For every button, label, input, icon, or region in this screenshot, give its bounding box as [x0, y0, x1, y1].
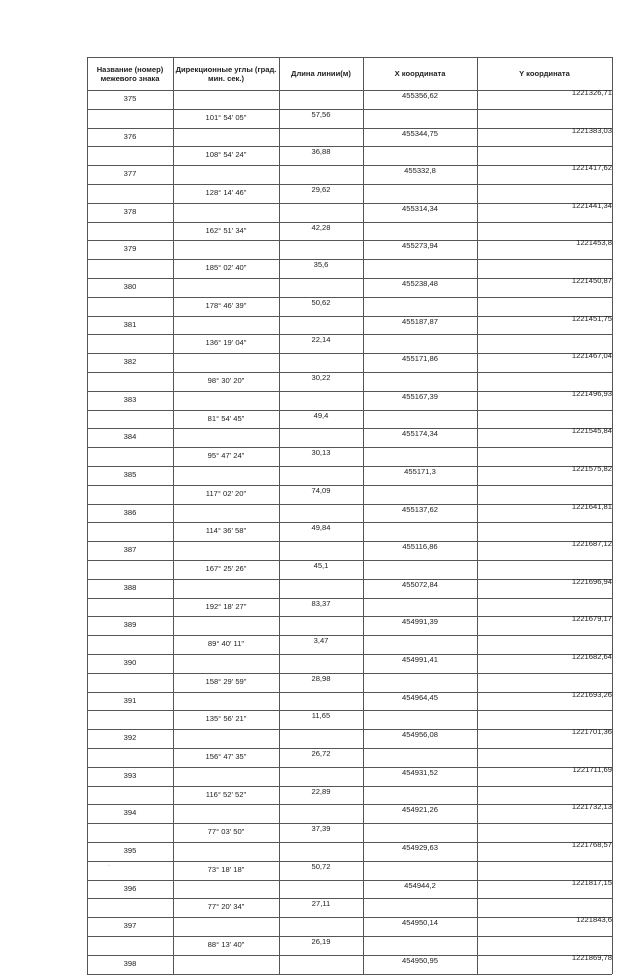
directional-angle: 128° 14' 46"	[205, 188, 247, 197]
header-y-coordinate: Y координата	[519, 69, 570, 78]
point-name: 396	[123, 883, 137, 893]
x-coordinate: 455174,34	[402, 429, 438, 439]
directional-angle: 135° 56' 21"	[205, 714, 247, 724]
line-length: 49,84	[311, 523, 331, 533]
x-coordinate: 454950,14	[402, 918, 438, 928]
header-line-length: Длина линии(м)	[291, 69, 351, 78]
line-length: 45,1	[313, 561, 329, 570]
y-coordinate: 1221682,64	[571, 652, 612, 661]
x-coordinate: 455137,62	[402, 504, 438, 514]
directional-angle: 192° 18' 27"	[205, 601, 247, 611]
point-name: 377	[123, 169, 137, 179]
line-length: 42,28	[311, 222, 331, 232]
directional-angle: 162° 51' 34"	[205, 225, 247, 235]
point-name: 376	[123, 131, 137, 141]
directional-angle: 89° 40' 11"	[207, 639, 245, 649]
y-coordinate: 1221696,94	[571, 576, 612, 586]
y-coordinate: 1221843,6	[576, 915, 612, 925]
point-name: 395	[123, 846, 137, 855]
y-coordinate: 1221711,69	[572, 764, 612, 774]
x-coordinate: 455356,62	[402, 91, 438, 100]
table-top-border	[87, 57, 612, 58]
line-length: 57,56	[311, 109, 331, 119]
directional-angle: 101° 54' 05"	[205, 112, 247, 122]
point-name: 391	[123, 695, 137, 705]
point-name: 398	[123, 958, 137, 968]
point-name: 389	[123, 620, 137, 630]
x-coordinate: 455238,48	[402, 279, 438, 288]
x-coordinate: 454921,26	[402, 805, 438, 815]
point-name: 383	[123, 394, 137, 404]
line-length: 50,62	[311, 297, 331, 307]
header-directional-angle: Дирекционные углы (град. мин. сек.)	[175, 64, 277, 83]
point-name: 387	[123, 545, 137, 555]
y-coordinate: 1221496,93	[571, 388, 612, 398]
point-name: 382	[123, 357, 137, 367]
directional-angle: 77° 20' 34"	[207, 902, 245, 912]
y-coordinate: 1221441,34	[571, 200, 612, 210]
x-coordinate: 454956,08	[402, 730, 438, 740]
point-name: 388	[123, 582, 137, 592]
y-coordinate: 1221817,15	[571, 877, 612, 887]
line-length: 37,39	[311, 824, 331, 834]
point-name: 390	[123, 658, 137, 667]
x-coordinate: 455167,39	[402, 391, 438, 401]
x-coordinate: 455314,34	[402, 203, 438, 213]
y-coordinate: 1221326,71	[571, 88, 612, 97]
line-length: 49,4	[313, 410, 329, 420]
point-name: 380	[123, 282, 137, 291]
x-coordinate: 454964,45	[402, 692, 438, 702]
line-length: 26,72	[311, 749, 331, 758]
boundary-points-table	[87, 57, 612, 968]
directional-angle: 108° 54' 24"	[205, 150, 247, 160]
directional-angle: 178° 46' 39"	[205, 300, 247, 310]
line-length: 30,13	[311, 448, 331, 458]
table-column-border	[612, 57, 613, 974]
y-coordinate: 1221575,82	[571, 464, 612, 473]
directional-angle: 98° 30' 20"	[207, 376, 245, 385]
y-coordinate: 1221679,17	[571, 614, 612, 624]
y-coordinate: 1221732,13	[571, 802, 612, 812]
directional-angle: 114° 36' 58"	[205, 526, 247, 536]
y-coordinate: 1221467,04	[571, 351, 612, 361]
directional-angle: 88° 13' 40"	[207, 940, 245, 949]
point-name: 394	[123, 808, 137, 818]
header-x-coordinate: X координата	[394, 69, 446, 78]
y-coordinate: 1221453,8	[576, 238, 612, 248]
y-coordinate: 1221687,12	[571, 539, 612, 549]
y-coordinate: 1221693,26	[571, 689, 612, 699]
x-coordinate: 455072,84	[402, 579, 438, 589]
directional-angle: 156° 47' 35"	[205, 752, 247, 761]
x-coordinate: 454991,41	[402, 655, 438, 664]
directional-angle: 116° 52' 52"	[205, 789, 247, 799]
line-length: 22,89	[311, 786, 331, 796]
y-coordinate: 1221383,03	[571, 125, 612, 135]
x-coordinate: 455344,75	[402, 128, 438, 138]
point-name: 385	[123, 470, 137, 479]
x-coordinate: 454950,95	[402, 955, 438, 965]
directional-angle: 77° 03' 50"	[207, 827, 245, 837]
directional-angle: 117° 02' 20"	[205, 488, 247, 498]
line-length: 30,22	[311, 373, 331, 382]
line-length: 74,09	[311, 485, 331, 495]
directional-angle: 81° 54' 45"	[207, 413, 245, 423]
line-length: 22,14	[311, 335, 331, 345]
point-name: 381	[123, 319, 137, 329]
line-length: 3,47	[313, 636, 329, 646]
point-name: 393	[123, 770, 137, 780]
page-mark: .	[108, 862, 110, 868]
line-length: 11,65	[311, 711, 331, 721]
directional-angle: 158° 29' 59"	[205, 676, 247, 686]
directional-angle: 95° 47' 24"	[207, 451, 245, 461]
point-name: 397	[123, 921, 137, 931]
line-length: 29,62	[311, 185, 331, 194]
y-coordinate: 1221869,78	[571, 952, 612, 962]
point-name: 386	[123, 507, 137, 517]
x-coordinate: 455116,86	[402, 542, 438, 552]
y-coordinate: 1221451,75	[571, 313, 612, 323]
directional-angle: 73° 18' 18"	[207, 864, 245, 874]
y-coordinate: 1221417,62	[571, 163, 612, 173]
line-length: 35,6	[313, 260, 329, 270]
x-coordinate: 454931,52	[402, 767, 438, 777]
line-length: 50,72	[311, 861, 331, 871]
point-name: 378	[123, 206, 137, 216]
table-column-border	[477, 57, 478, 974]
point-name: 379	[123, 244, 137, 254]
x-coordinate: 454991,39	[402, 617, 438, 627]
point-name: 392	[123, 733, 137, 743]
line-length: 36,88	[311, 147, 331, 157]
line-length: 27,11	[311, 899, 331, 909]
y-coordinate: 1221641,81	[571, 501, 612, 511]
x-coordinate: 455171,3	[404, 467, 436, 476]
x-coordinate: 455273,94	[402, 241, 438, 251]
directional-angle: 167° 25' 26"	[205, 564, 247, 573]
line-length: 26,19	[311, 937, 331, 946]
directional-angle: 185° 02' 40"	[205, 263, 247, 273]
x-coordinate: 455171,86	[402, 354, 438, 364]
x-coordinate: 455187,87	[402, 316, 438, 326]
point-name: 375	[123, 94, 137, 103]
y-coordinate: 1221768,57	[571, 840, 612, 849]
y-coordinate: 1221701,36	[571, 727, 612, 737]
header-point-name: Название (номер) межевого знака	[96, 64, 164, 83]
line-length: 28,98	[311, 673, 331, 683]
y-coordinate: 1221450,87	[571, 276, 612, 285]
line-length: 83,37	[311, 598, 331, 608]
table-row-border	[87, 974, 612, 975]
directional-angle: 136° 19' 04"	[205, 338, 247, 348]
x-coordinate: 454929,63	[402, 843, 438, 852]
y-coordinate: 1221545,84	[571, 426, 612, 436]
point-name: 384	[123, 432, 137, 442]
x-coordinate: 454944,2	[404, 880, 436, 890]
x-coordinate: 455332,8	[404, 166, 436, 176]
